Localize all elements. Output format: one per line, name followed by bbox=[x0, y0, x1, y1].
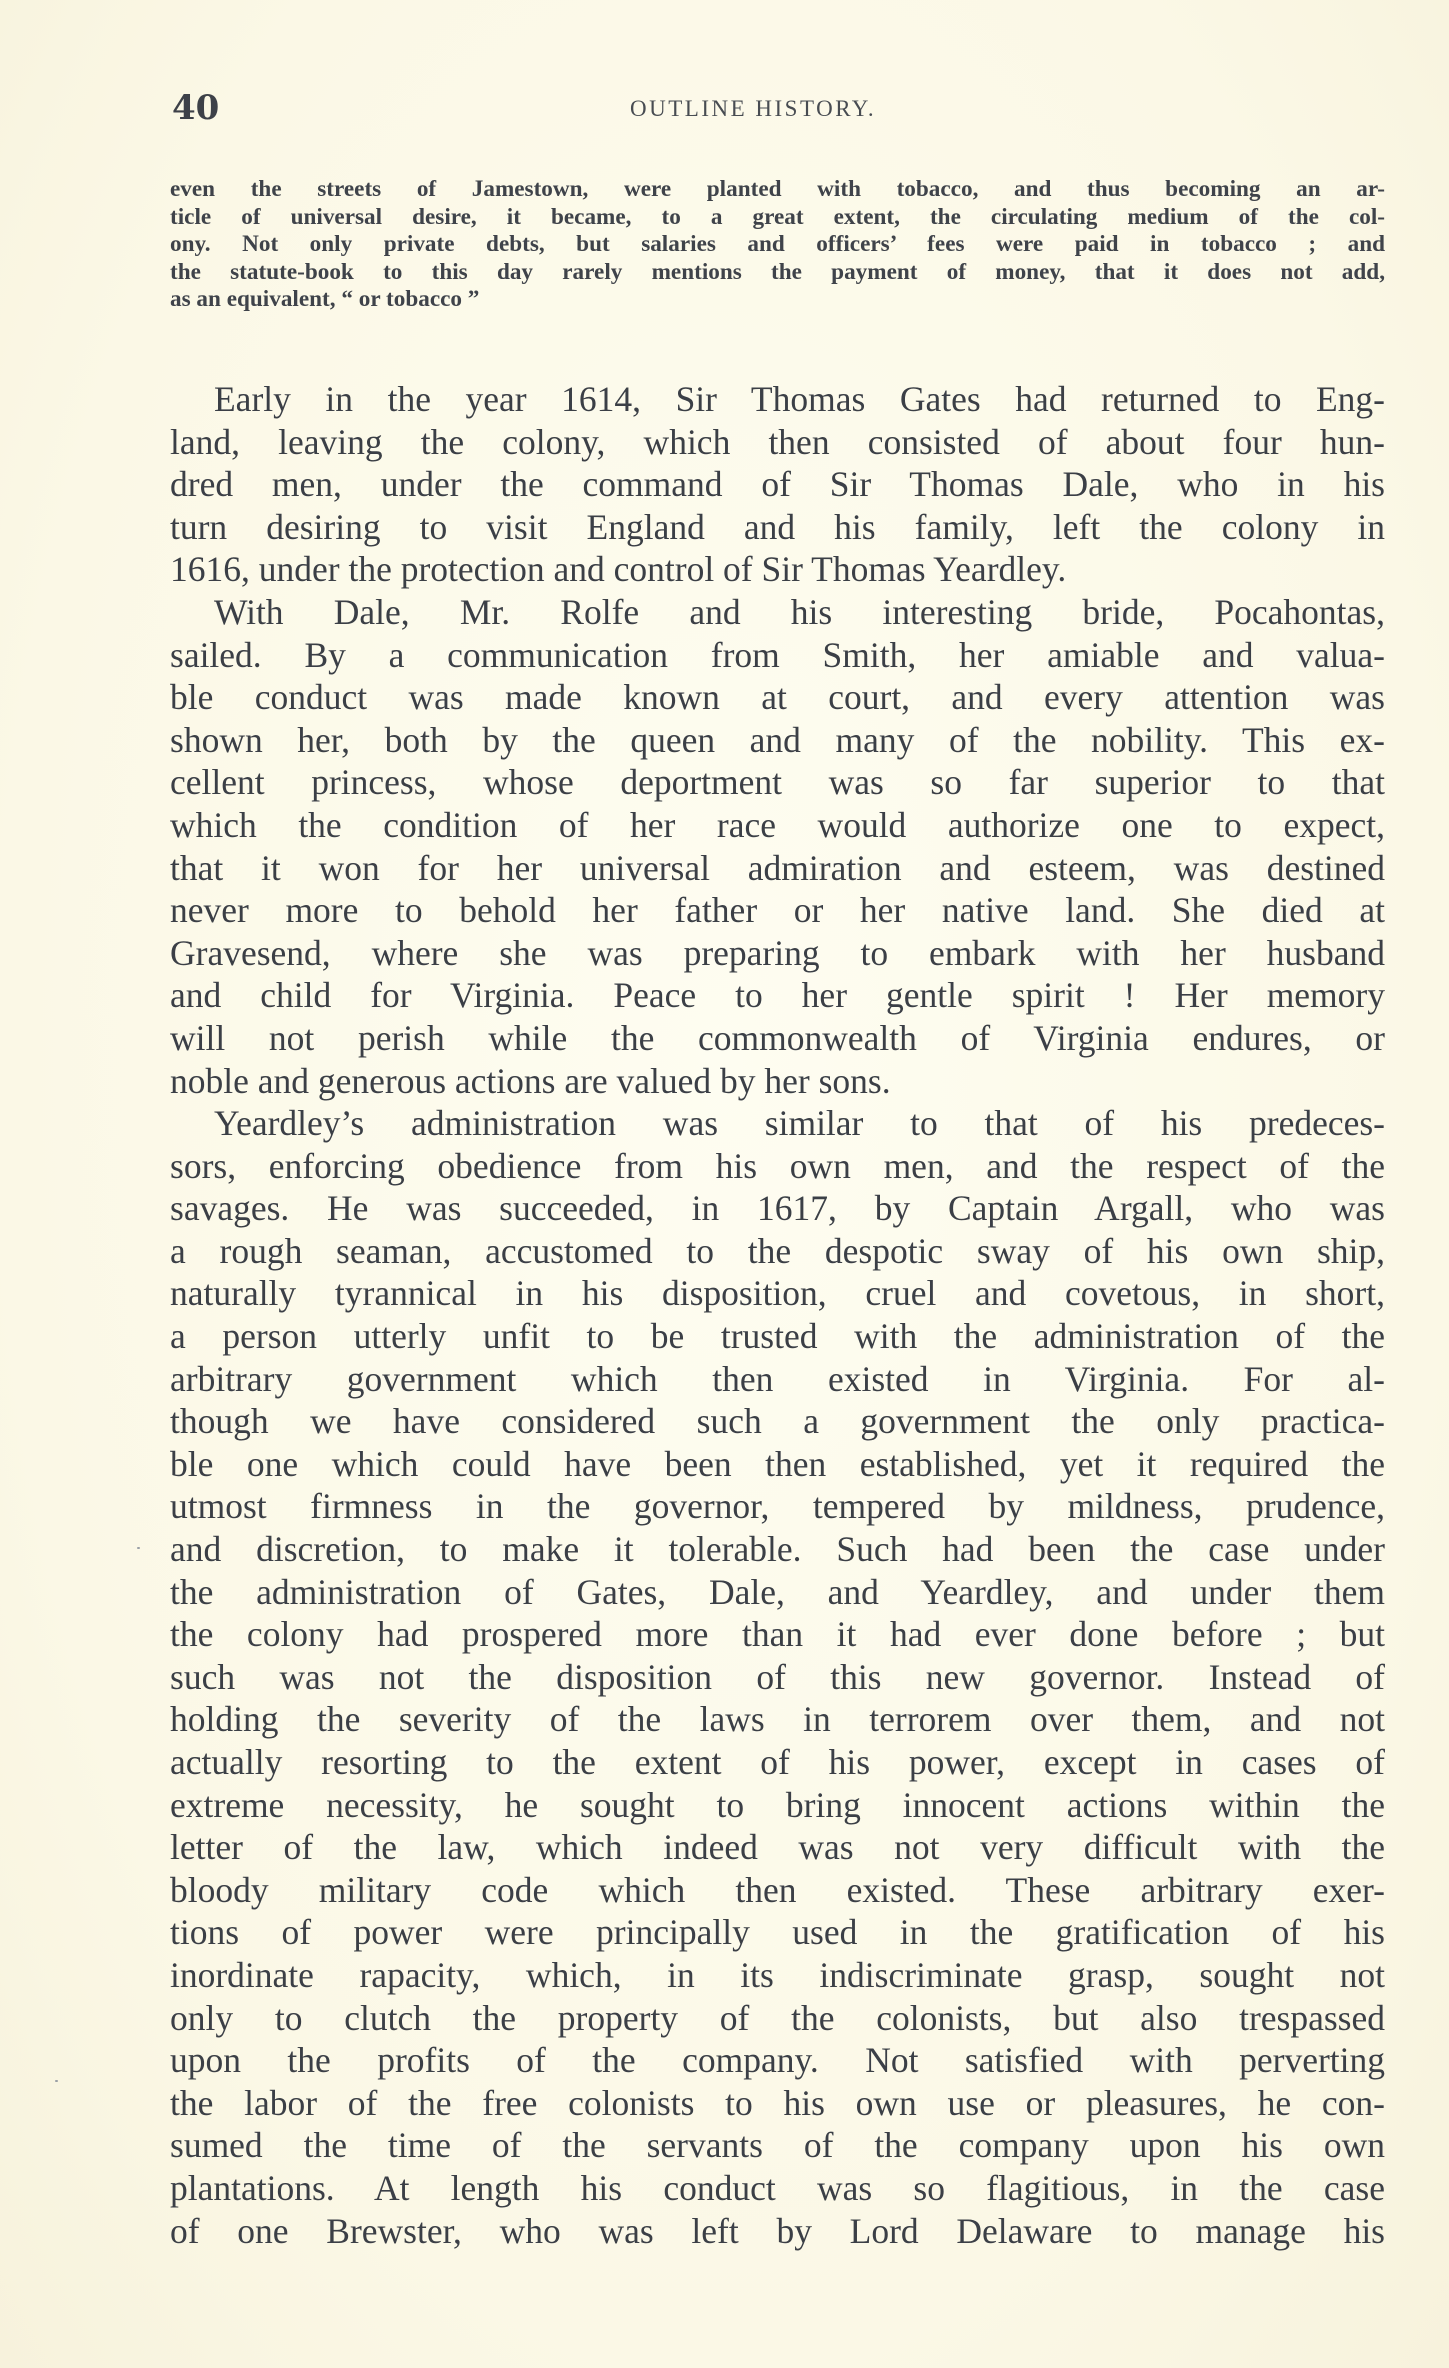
paragraph-line: Yeardley’s administration was similar to that of his predeces- bbox=[214, 1103, 1385, 1144]
paragraph-line: upon the profits of the company. Not satisfied with perverting bbox=[170, 2040, 1385, 2081]
paragraph-line: plantations. At length his conduct was so flagitious, in the case bbox=[170, 2167, 1385, 2208]
running-title: OUTLINE HISTORY. bbox=[630, 96, 877, 121]
paragraph-line: letter of the law, which indeed was not very difficult with the bbox=[170, 1827, 1385, 1868]
paragraph-line: the colony had prospered more than it had ever done before ; but bbox=[170, 1614, 1385, 1655]
paragraph-line: With Dale, Mr. Rolfe and his interesting bride, Pocahontas, bbox=[214, 591, 1385, 632]
paragraph-line: land, leaving the colony, which then consisted of about four hun- bbox=[170, 421, 1385, 462]
footnote-line: the statute-book to this day rarely mentions the payment of money, that it does not add, bbox=[170, 258, 1385, 285]
footnote-line: ticle of universal desire, it became, to a great extent, the circulating medium of the col- bbox=[170, 203, 1385, 230]
paragraph-line: noble and generous actions are valued by her sons. bbox=[170, 1060, 891, 1101]
page-number: 40 bbox=[172, 88, 220, 128]
paragraph-line: naturally tyrannical in his disposition, cruel and covetous, in short, bbox=[170, 1273, 1385, 1314]
paragraph-line: never more to behold her father or her native land. She died at bbox=[170, 890, 1385, 931]
paragraph-line: utmost firmness in the governor, tempered by mildness, prudence, bbox=[170, 1486, 1385, 1527]
margin-speck bbox=[137, 1547, 140, 1549]
paragraph-line: dred men, under the command of Sir Thomas Dale, who in his bbox=[170, 464, 1385, 505]
paragraph-line: turn desiring to visit England and his family, left the colony in bbox=[170, 506, 1385, 547]
paragraph-line: 1616, under the protection and control of Sir Thomas Yeardley. bbox=[170, 549, 1067, 590]
footnote-line: ony. Not only private debts, but salaries and officers’ fees were paid in tobacco ; and bbox=[170, 231, 1385, 257]
paragraph-line: Gravesend, where she was preparing to embark with her husband bbox=[170, 932, 1385, 973]
paragraph-line: a person utterly unfit to be trusted with the administration of the bbox=[170, 1316, 1385, 1357]
running-head bbox=[170, 88, 1385, 128]
paragraph-line: the labor of the free colonists to his own use or pleasures, he con- bbox=[170, 2082, 1385, 2123]
paragraph-line: though we have considered such a government the only practica- bbox=[170, 1401, 1385, 1442]
margin-speck bbox=[55, 2080, 58, 2082]
paragraph-line: savages. He was succeeded, in 1617, by Captain Argall, who was bbox=[170, 1188, 1385, 1229]
footnote-line: as an equivalent, “ or tobacco ” bbox=[170, 286, 480, 312]
paragraph-gates-dale-yeardley bbox=[170, 378, 1385, 591]
paragraph-line: that it won for her universal admiration and esteem, was destined bbox=[170, 847, 1385, 888]
body-text bbox=[170, 378, 1385, 2252]
paragraph-line: and discretion, to make it tolerable. Such had been the case under bbox=[170, 1529, 1385, 1570]
paragraph-line: the administration of Gates, Dale, and Yeardley, and under them bbox=[170, 1571, 1385, 1612]
paragraph-line: will not perish while the commonwealth of Virginia endures, or bbox=[170, 1017, 1385, 1058]
paragraph-line: holding the severity of the laws in terrorem over them, and not bbox=[170, 1699, 1385, 1740]
paragraph-line: extreme necessity, he sought to bring innocent actions within the bbox=[170, 1784, 1385, 1825]
paragraph-line: a rough seaman, accustomed to the despotic sway of his own ship, bbox=[170, 1230, 1385, 1271]
paragraph-line: sumed the time of the servants of the company upon his own bbox=[170, 2125, 1385, 2166]
paragraph-line: tions of power were principally used in the gratification of his bbox=[170, 1912, 1385, 1953]
footnote-line: even the streets of Jamestown, were planted with tobacco, and thus becoming an ar- bbox=[170, 176, 1385, 202]
paragraph-line: of one Brewster, who was left by Lord Delaware to manage his bbox=[170, 2210, 1385, 2251]
paragraph-line: actually resorting to the extent of his power, except in cases of bbox=[170, 1742, 1385, 1782]
paragraph-line: shown her, both by the queen and many of the nobility. This ex- bbox=[170, 719, 1385, 760]
paragraph-line: only to clutch the property of the colonists, but also trespassed bbox=[170, 1997, 1385, 2038]
paragraph-pocahontas bbox=[170, 591, 1385, 1102]
paragraph-argall bbox=[170, 1102, 1385, 2252]
paragraph-line: sors, enforcing obedience from his own men, and the respect of the bbox=[170, 1145, 1385, 1186]
paragraph-line: inordinate rapacity, which, in its indiscriminate grasp, sought not bbox=[170, 1954, 1385, 1995]
paragraph-line: such was not the disposition of this new governor. Instead of bbox=[170, 1656, 1385, 1697]
paragraph-line: ble conduct was made known at court, and every attention was bbox=[170, 677, 1385, 718]
paragraph-line: which the condition of her race would authorize one to expect, bbox=[170, 804, 1385, 845]
footnote-continuation bbox=[170, 176, 1385, 314]
paragraph-line: sailed. By a communication from Smith, her amiable and valua- bbox=[170, 634, 1385, 675]
paragraph-line: bloody military code which then existed. These arbitrary exer- bbox=[170, 1869, 1385, 1910]
paragraph-line: and child for Virginia. Peace to her gentle spirit ! Her memory bbox=[170, 975, 1385, 1016]
paragraph-line: cellent princess, whose deportment was so far superior to that bbox=[170, 762, 1385, 803]
paragraph-line: ble one which could have been then established, yet it required the bbox=[170, 1443, 1385, 1484]
paragraph-line: Early in the year 1614, Sir Thomas Gates had returned to Eng- bbox=[214, 379, 1385, 419]
paragraph-line: arbitrary government which then existed in Virginia. For al- bbox=[170, 1358, 1385, 1399]
